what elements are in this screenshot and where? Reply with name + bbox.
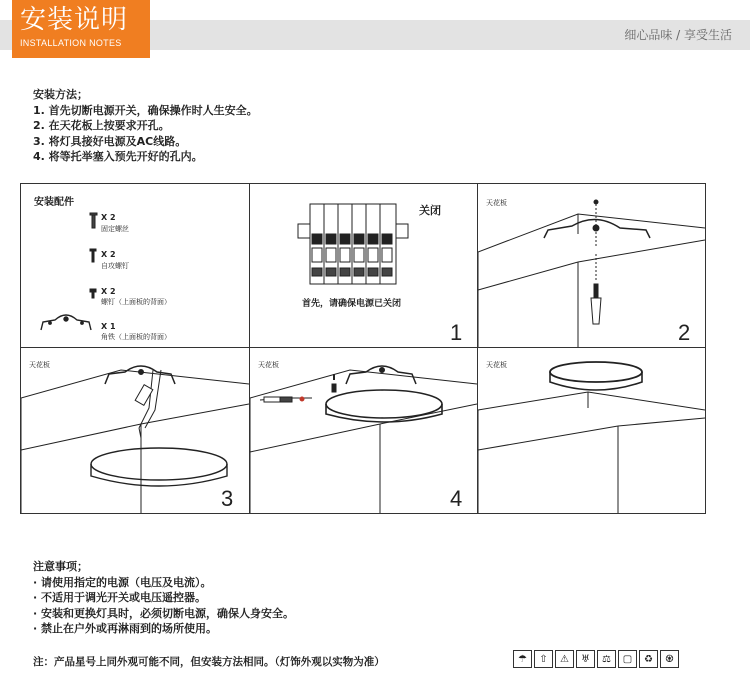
step-number: 1 [450,320,463,345]
accessory-count: X 1 [101,322,116,331]
installed-light-illustration [478,348,705,513]
ceiling-label: 天花板 [258,361,279,369]
this-side-up-icon: ⇧ [534,650,553,668]
accessories-title: 安装配件 [34,197,74,208]
method-step: 1. 首先切断电源开关，确保操作时人生安全。 [33,103,258,117]
ceiling-label: 天花板 [29,361,50,369]
section-subtitle: INSTALLATION NOTES [20,38,122,48]
switch-off-label: 关闭 [419,204,441,217]
panel-step-2 [478,184,705,347]
accessory-label: 自攻螺钉 [101,262,129,270]
installation-diagram-grid [20,183,706,514]
mounting-illustration [250,348,477,513]
accessory-count: X 2 [101,250,116,259]
slogan: 细心品味 / 享受生活 [624,28,732,42]
fixing-screw-icon [90,213,97,228]
section-badge [12,0,150,58]
step-number: 3 [221,486,234,511]
section-title: 安装说明 [20,5,129,35]
panel-step-3 [21,348,249,513]
notice-item: · 禁止在户外或再淋雨到的场所使用。 [33,622,218,635]
accessory-label: 螺钉（上面板的背面） [101,298,171,306]
page-header [0,0,750,60]
panel-step-4 [250,348,477,513]
notice-title: 注意事项； [33,560,88,573]
step-number: 4 [450,486,463,511]
panel-step-5 [478,348,705,513]
ceiling-label: 天花板 [486,361,507,369]
bracket-icon [41,315,91,330]
accessory-count: X 2 [101,213,116,222]
trash-icon: ♼ [660,650,679,668]
circuit-breaker-illustration [250,184,477,347]
umbrella-icon: ☂ [513,650,532,668]
fragile-icon: ⚠ [555,650,574,668]
accessories-illustration [21,184,249,347]
footnote: 注：产品星号上同外观可能不同，但安装方法相同。（灯饰外观以实物为准） [33,656,385,668]
method-title: 安装方法； [33,88,88,101]
package-icons [513,650,679,668]
accessory-label: 角铁（上面板的背面） [101,333,171,341]
step-number: 2 [678,320,691,345]
ceiling-label: 天花板 [486,199,507,207]
wiring-illustration [21,348,249,513]
install-method [33,87,258,165]
fragile-glass-icon: ♅ [576,650,595,668]
method-step: 2. 在天花板上按要求开孔。 [33,119,170,132]
step-1-caption: 首先，请确保电源已关闭 [302,299,402,309]
notice-list [33,559,294,637]
notice-item: · 安装和更换灯具时，必须切断电源，确保人身安全。 [33,606,295,620]
method-step: 3. 将灯具接好电源及AC线路。 [33,134,187,148]
recycle-icon: ♻ [639,650,658,668]
stack-limit-icon: ⚖ [597,650,616,668]
box-icon: ▢ [618,650,637,668]
ceiling-bracket-illustration [478,184,705,347]
notice-item: · 不适用于调光开关或电压遥控器。 [33,591,207,604]
screw-icon [90,289,96,298]
accessory-label: 固定螺丝 [101,225,129,233]
accessory-count: X 2 [101,287,116,296]
notice-item: · 请使用指定的电源（电压及电流）。 [33,575,212,589]
self-tapping-screw-icon [90,249,96,262]
panel-step-1 [250,184,477,347]
method-step: 4. 将等托举塞入预先开好的孔内。 [33,150,203,163]
panel-accessories [21,184,249,347]
